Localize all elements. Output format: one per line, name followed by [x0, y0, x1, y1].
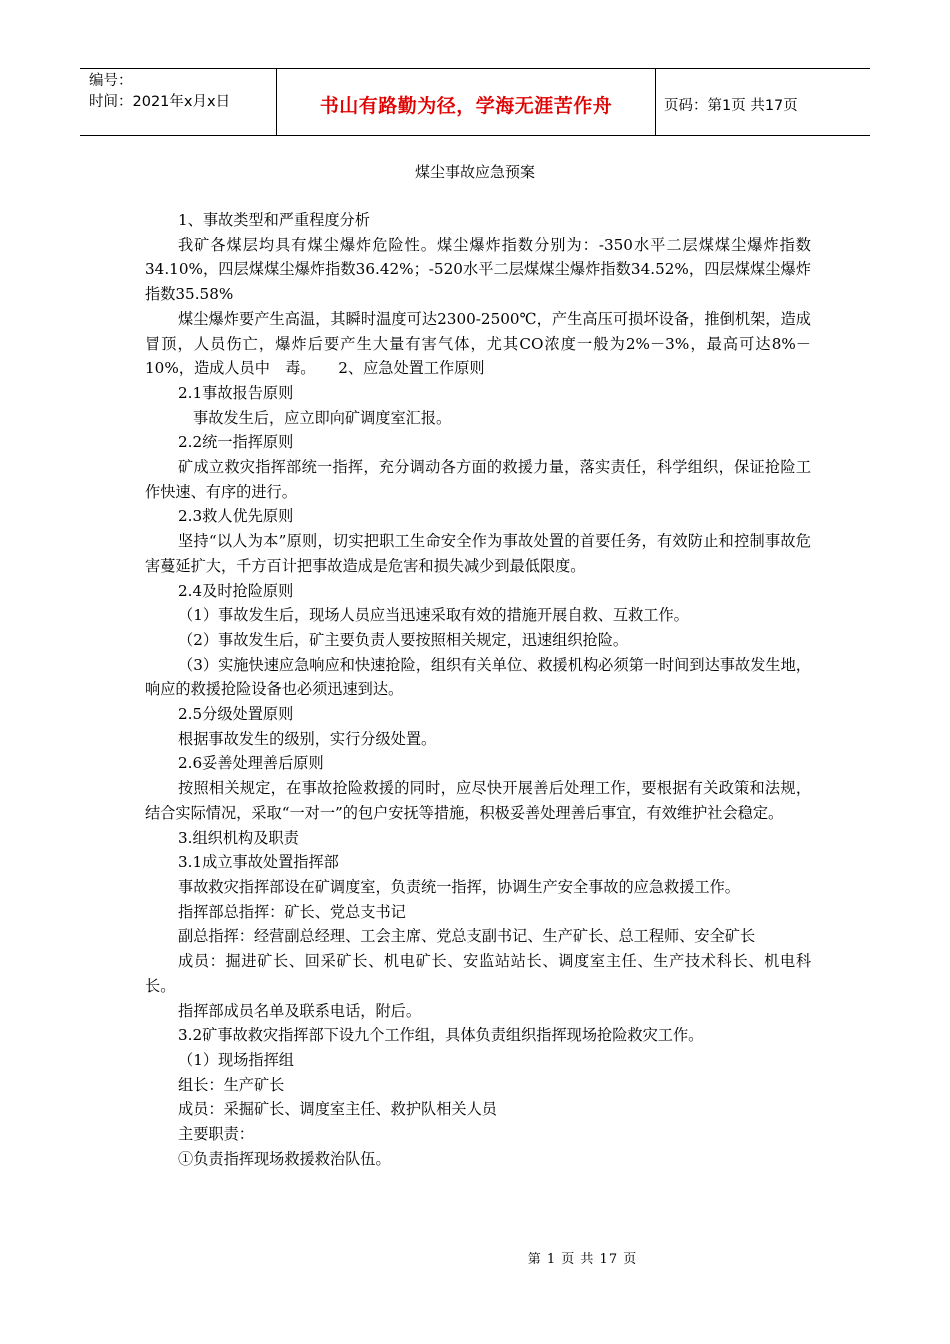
- document-date: 时间：2021年x月x日: [89, 94, 231, 110]
- section-heading: 2.2统一指挥原则: [178, 433, 294, 452]
- page-footer: 第 1 页 共 17 页: [527, 1252, 638, 1267]
- section-heading: 2.5分级处置原则: [178, 705, 294, 724]
- body-paragraph: 矿成立救灾指挥部统一指挥，充分调动各方面的救援力量，落实责任，科学组织，保证抢险工作快速、有序的进行。: [145, 458, 811, 501]
- body-paragraph: 成员：采掘矿长、调度室主任、救护队相关人员: [178, 1100, 497, 1119]
- list-item: ①负责指挥现场救援救治队伍。: [178, 1149, 391, 1168]
- body-paragraph: 事故救灾指挥部设在矿调度室，负责统一指挥，协调生产安全事故的应急救援工作。: [178, 877, 740, 896]
- header-left-cell: [80, 69, 277, 135]
- section-heading: 2.4及时抢险原则: [178, 581, 294, 600]
- body-paragraph: 指挥部总指挥：矿长、党总支书记: [178, 902, 406, 921]
- body-paragraph: 煤尘爆炸要产生高温，其瞬时温度可达2300-2500℃，产生高压可损坏设备，推倒机架，造成冒顶，人员伤亡，爆炸后要产生大量有害气体，尤其CO浓度一般为2%－3%，最高可达8%－10%，造成人员中 毒。 2、应急处置工作原则: [145, 309, 811, 378]
- body-paragraph: 3.2矿事故救灾指挥部下设九个工作组，具体负责组织指挥现场抢险救灾工作。: [178, 1026, 704, 1045]
- body-paragraph: 根据事故发生的级别，实行分级处置。: [178, 729, 437, 748]
- list-item: （1）事故发生后，现场人员应当迅速采取有效的措施开展自救、互救工作。: [178, 606, 689, 625]
- body-paragraph: 成员：掘进矿长、回采矿长、机电矿长、安监站站长、调度室主任、生产技术科长、机电科长。: [145, 952, 811, 995]
- section-heading: 2.3救人优先原则: [178, 507, 294, 526]
- section-heading: 2.1事故报告原则: [178, 383, 294, 402]
- body-paragraph: 按照相关规定，在事故抢险救援的同时，应尽快开展善后处理工作，要根据有关政策和法规，结合实际情况，采取“一对一”的包户安抚等措施，积极妥善处理善后事宜，有效维护社会稳定。: [145, 779, 811, 822]
- header-page-code: 页码：第1页 共17页: [664, 97, 798, 114]
- body-paragraph: 坚持“以人为本”原则，切实把职工生命安全作为事故处置的首要任务，有效防止和控制事故危害蔓延扩大，千方百计把事故造成是危害和损失减少到最低限度。: [145, 532, 811, 575]
- document-title: 煤尘事故应急预案: [414, 163, 535, 181]
- body-paragraph: 主要职责：: [178, 1125, 254, 1144]
- document-body: [145, 208, 842, 1171]
- document-number-label: 编号：: [89, 73, 133, 89]
- list-item: （3）实施快速应急响应和快速抢险，组织有关单位、救援机构必须第一时间到达事故发生地，响应的救援抢险设备也必须迅速到达。: [145, 655, 811, 699]
- section-heading: 1、事故类型和严重程度分析: [178, 211, 370, 229]
- body-paragraph: 事故发生后，应立即向矿调度室汇报。: [193, 408, 452, 427]
- section-heading: 2.6妥善处理善后原则: [178, 754, 324, 773]
- list-item: （2）事故发生后，矿主要负责人要按照相关规定，迅速组织抢险。: [178, 630, 629, 649]
- body-paragraph: 指挥部成员名单及联系电话，附后。: [178, 1001, 421, 1020]
- section-heading: 3.1成立事故处置指挥部: [178, 853, 339, 872]
- body-paragraph: 我矿各煤层均具有煤尘爆炸危险性。煤尘爆炸指数分别为：-350水平二层煤煤尘爆炸指数 34.10%，四层煤煤尘爆炸指数36.42%；-520水平二层煤煤尘爆炸指数34.52%，四层煤煤尘爆炸指数35.58%: [145, 235, 842, 304]
- section-heading: 3.组织机构及职责: [178, 828, 299, 847]
- page-header: [80, 68, 870, 136]
- body-paragraph: 副总指挥：经营副总经理、工会主席、党总支副书记、生产矿长、总工程师、安全矿长: [178, 927, 756, 946]
- header-motto: 书山有路勤为径，学海无涯苦作舟: [277, 69, 656, 135]
- body-paragraph: 组长：生产矿长: [178, 1075, 285, 1094]
- section-heading: （1）现场指挥组: [178, 1050, 294, 1069]
